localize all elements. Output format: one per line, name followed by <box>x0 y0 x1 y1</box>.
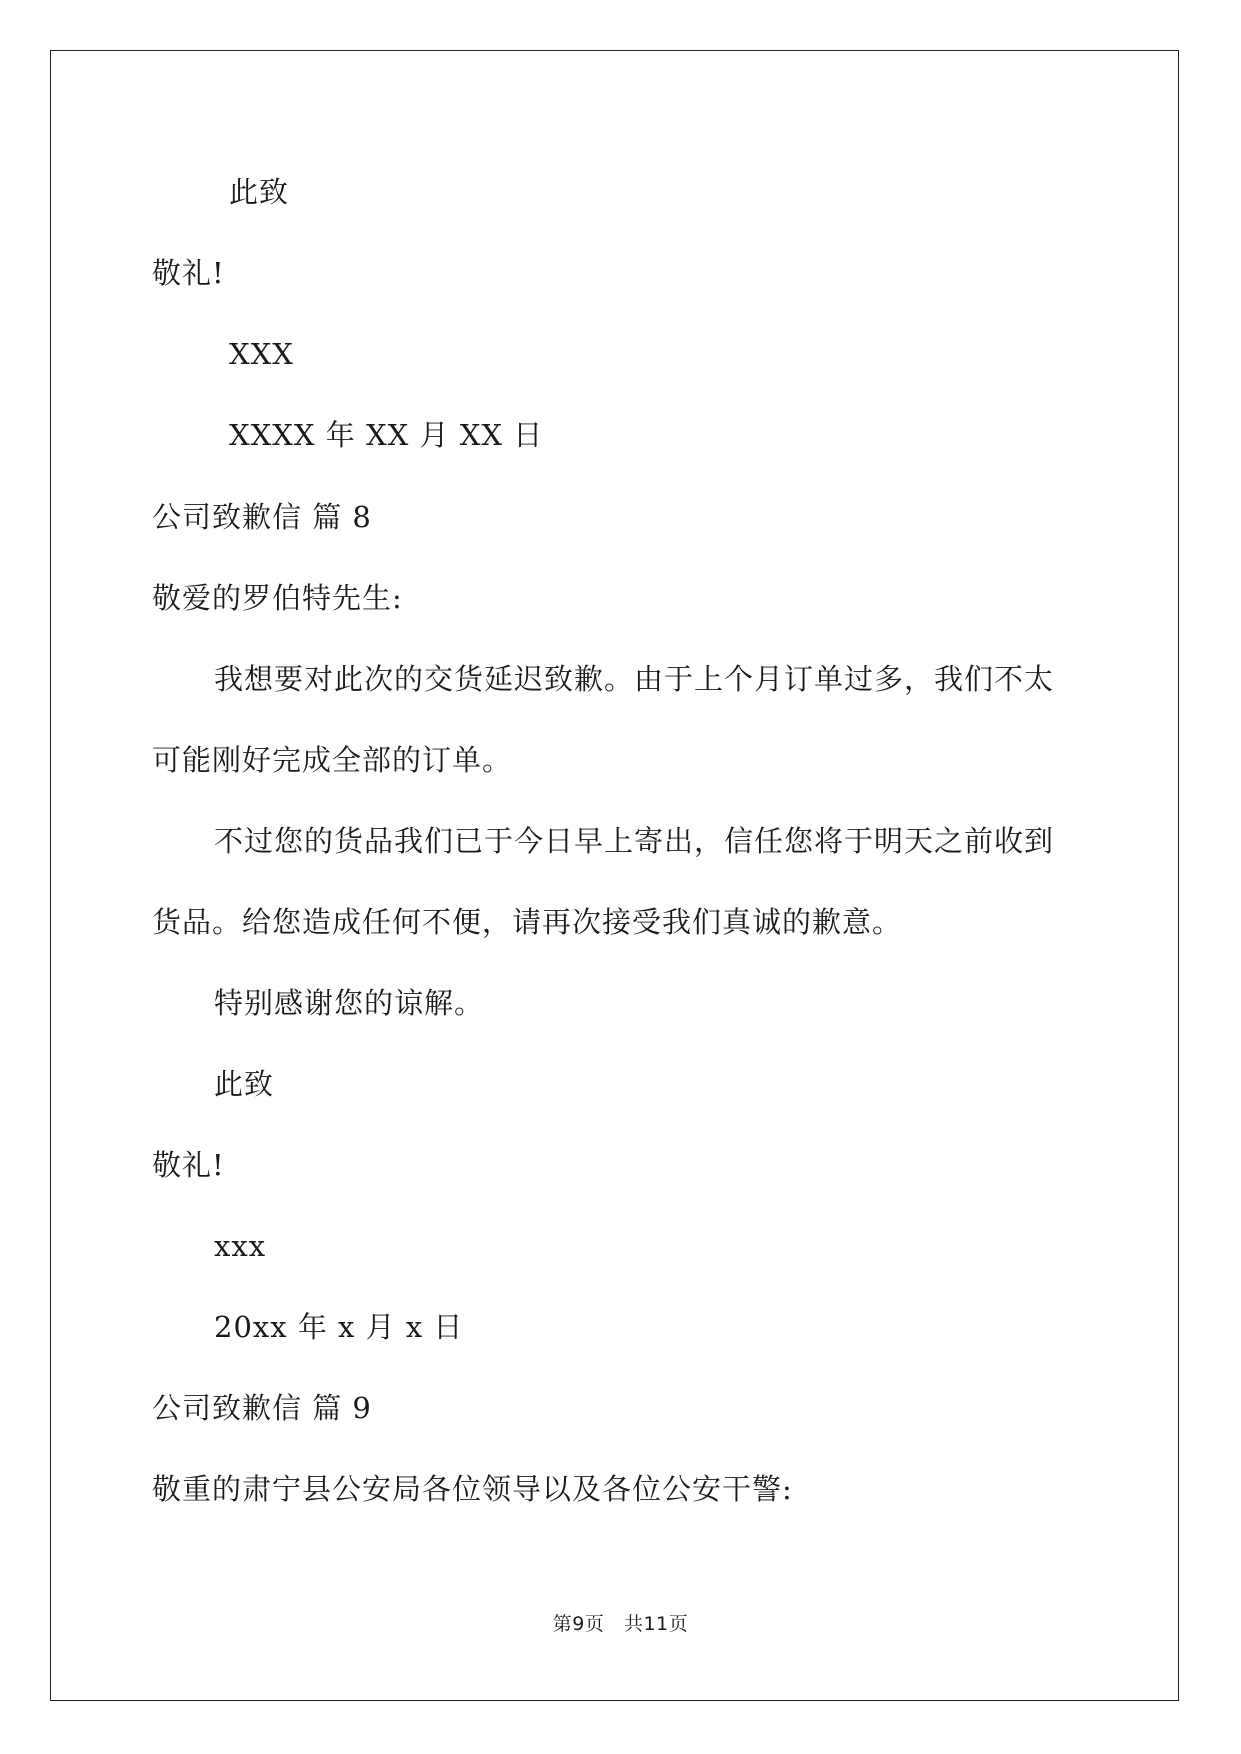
closing-cizhi-2: 此致 <box>214 1067 275 1101</box>
closing-jingli-1: 敬礼! <box>152 256 225 290</box>
salutation-8: 敬爱的罗伯特先生: <box>152 581 403 615</box>
date-1: XXXX 年 XX 月 XX 日 <box>229 418 544 452</box>
paragraph-8-1-line-2: 可能刚好完成全部的订单。 <box>152 743 513 777</box>
page-footer <box>0 1611 1241 1637</box>
paragraph-8-2-line-1: 不过您的货品我们已于今日早上寄出，信任您将于明天之前收到 <box>214 824 1055 858</box>
salutation-9: 敬重的肃宁县公安局各位领导以及各位公安干警: <box>152 1472 793 1506</box>
closing-jingli-2: 敬礼! <box>152 1148 225 1182</box>
section-heading-8: 公司致歉信 篇 8 <box>152 500 372 534</box>
paragraph-8-3: 特别感谢您的谅解。 <box>214 986 485 1020</box>
footer-page-suffix: 页 <box>584 1613 605 1635</box>
closing-cizhi-1: 此致 <box>229 175 290 209</box>
current-page-number: 9 <box>572 1613 585 1635</box>
footer-total-suffix: 页 <box>668 1613 689 1635</box>
paragraph-8-1-line-1: 我想要对此次的交货延迟致歉。由于上个月订单过多，我们不太 <box>214 662 1055 696</box>
footer-total-prefix: 共 <box>624 1613 644 1635</box>
signature-1: XXX <box>229 337 294 371</box>
total-page-number: 11 <box>643 1613 669 1635</box>
date-2: 20xx 年 x 月 x 日 <box>214 1310 464 1344</box>
paragraph-8-2-line-2: 货品。给您造成任何不便，请再次接受我们真诚的歉意。 <box>152 905 903 939</box>
signature-2: xxx <box>214 1229 267 1263</box>
page-frame <box>50 50 1179 1701</box>
section-heading-9: 公司致歉信 篇 9 <box>152 1391 372 1425</box>
footer-prefix: 第 <box>552 1613 573 1635</box>
